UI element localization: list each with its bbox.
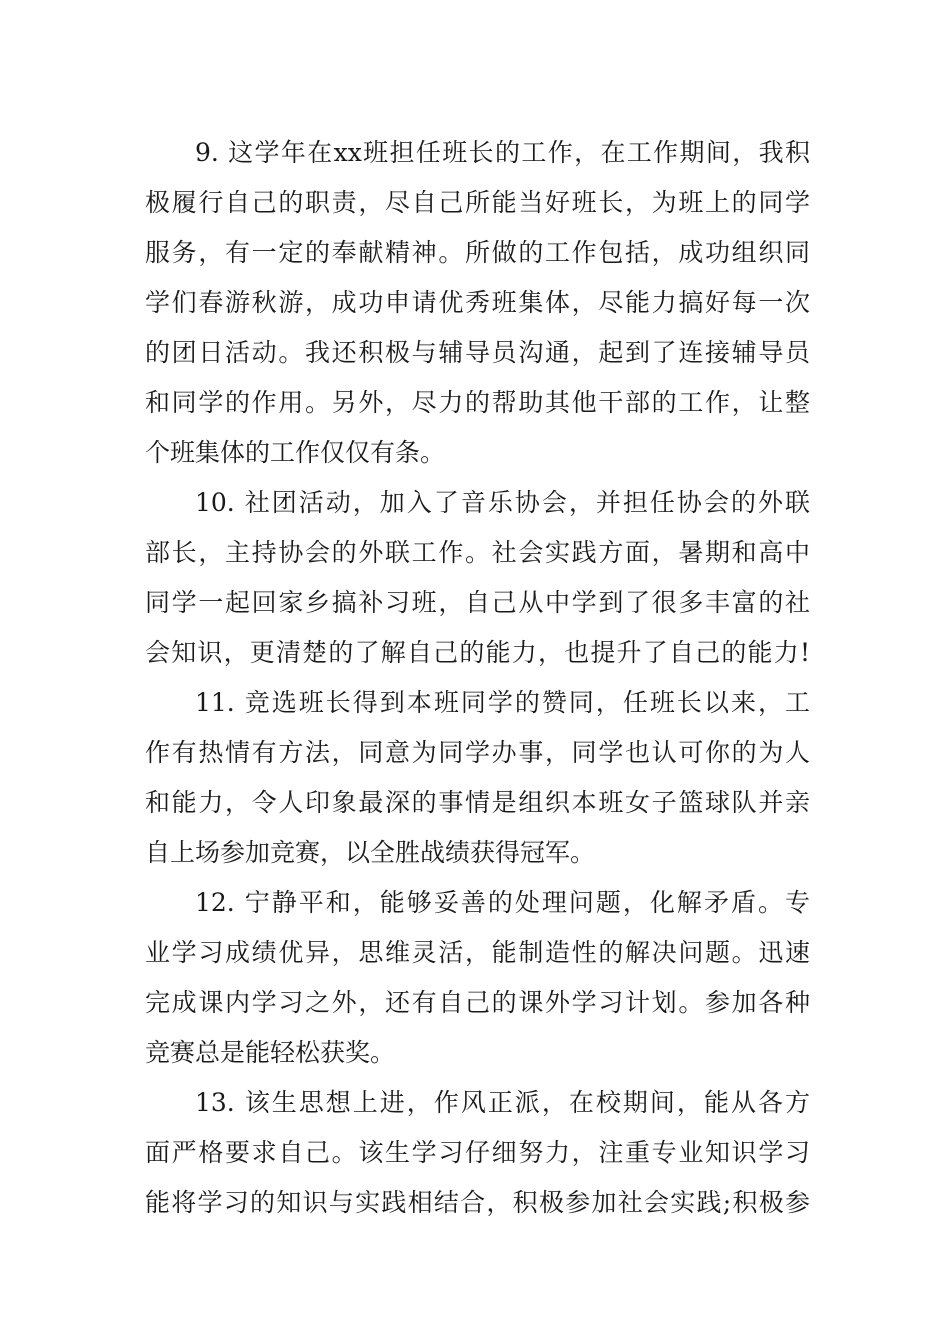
paragraph-line: 自上场参加竞赛，以全胜战绩获得冠军。 [145,838,596,867]
paragraph-line: 12. 宁静平和，能够妥善的处理问题，化解矛盾。专 [195,888,810,917]
paragraph-line: 能将学习的知识与实践相结合，积极参加社会实践;积极参 [145,1188,810,1217]
paragraph-13 [145,1078,810,1228]
paragraph-line: 面严格要求自己。该生学习仔细努力，注重专业知识学习 [145,1138,810,1167]
document-body [145,128,810,1228]
paragraph-line: 同学一起回家乡搞补习班，自己从中学到了很多丰富的社 [145,588,810,617]
paragraph-line: 和同学的作用。另外，尽力的帮助其他干部的工作，让整 [145,388,810,417]
paragraph-line: 作有热情有方法，同意为同学办事，同学也认可你的为人 [145,738,810,767]
paragraph-line: 学们春游秋游，成功申请优秀班集体，尽能力搞好每一次 [145,288,810,317]
paragraph-line: 和能力，令人印象最深的事情是组织本班女子篮球队并亲 [145,788,810,817]
paragraph-line: 竞赛总是能轻松获奖。 [145,1038,396,1067]
paragraph-line: 10. 社团活动，加入了音乐协会，并担任协会的外联 [195,488,810,517]
paragraph-11 [145,678,810,878]
paragraph-line: 部长，主持协会的外联工作。社会实践方面，暑期和高中 [145,538,810,567]
paragraph-12 [145,878,810,1078]
paragraph-line: 11. 竞选班长得到本班同学的赞同，任班长以来，工 [195,688,810,717]
paragraph-9 [145,128,810,478]
paragraph-line: 9. 这学年在xx班担任班长的工作，在工作期间，我积 [195,138,810,167]
paragraph-line: 服务，有一定的奉献精神。所做的工作包括，成功组织同 [145,238,810,267]
paragraph-line: 个班集体的工作仅仅有条。 [145,438,446,467]
paragraph-line: 业学习成绩优异，思维灵活，能制造性的解决问题。迅速 [145,938,810,967]
paragraph-line: 的团日活动。我还积极与辅导员沟通，起到了连接辅导员 [145,338,810,367]
paragraph-line: 13. 该生思想上进，作风正派，在校期间，能从各方 [195,1088,810,1117]
paragraph-10 [145,478,810,678]
paragraph-line: 会知识，更清楚的了解自己的能力，也提升了自己的能力! [145,638,810,667]
paragraph-line: 极履行自己的职责，尽自己所能当好班长，为班上的同学 [145,188,810,217]
paragraph-line: 完成课内学习之外，还有自己的课外学习计划。参加各种 [145,988,810,1017]
